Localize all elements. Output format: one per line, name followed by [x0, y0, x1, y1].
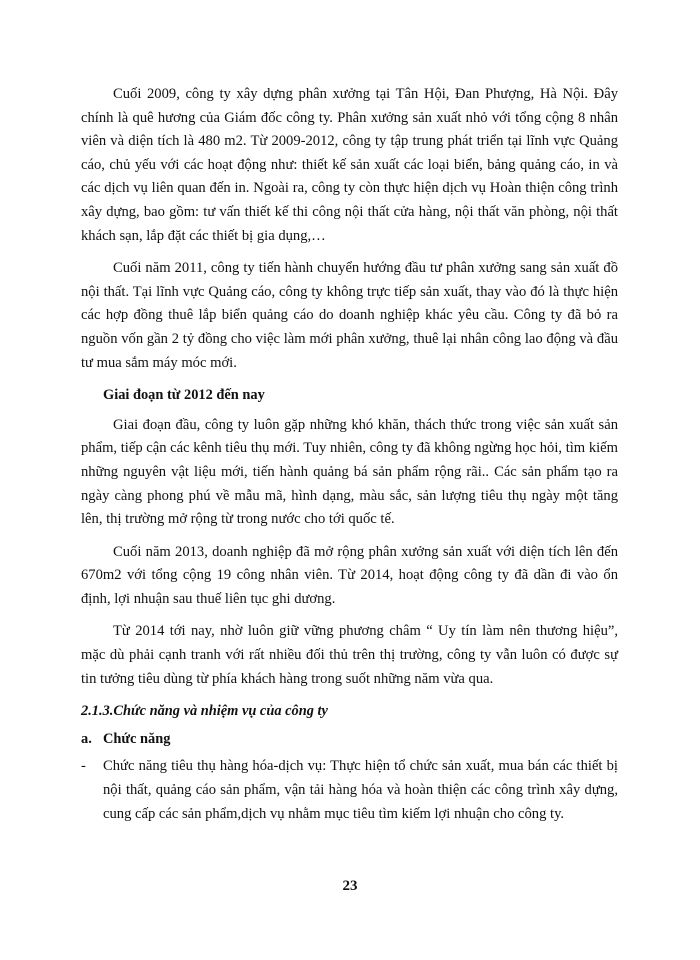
bullet-marker: - [81, 758, 86, 775]
period-heading: Giai đoạn từ 2012 đến nay [103, 387, 265, 404]
section-heading: 2.1.3.Chức năng và nhiệm vụ của công ty [81, 703, 328, 720]
subheading [81, 728, 618, 752]
paragraph-early-stage: Giai đoạn đầu, công ty luôn gặp những khó khăn, thách thức trong việc sản xuất sản phẩm, tiếp cận các kênh tiêu thụ mới. Tuy nhiên, công ty đã không ngừng học hỏi, tìm kiếm những nguyên vật liệu mới, tiến hành quảng bá sản phẩm rộng rãi.. Các sản phẩm tạo ra ngày càng phong phú về mẫu mã, hình dạng, màu sắc, sản lượng tiêu thụ ngày một tăng lên, thị trường mở rộng từ trong nước cho tới quốc tế. [81, 416, 618, 528]
paragraph-2009: Cuối 2009, công ty xây dựng phân xưởng tại Tân Hội, Đan Phượng, Hà Nội. Đây chính là quê hương của Giám đốc công ty. Phân xưởng sản xuất nhỏ với tổng cộng 8 nhân viên và diện tích là 480 m2. Từ 2009-2012, công ty tập trung phát triển tại lĩnh vực Quảng cáo, chủ yếu với các hoạt động như: thiết kế sản xuất các loại biển, bảng quảng cáo, in và các dịch vụ liên quan đến in. Ngoài ra, công ty còn thực hiện dịch vụ Hoàn thiện công trình xây dựng, bao gồm: tư vấn thiết kế thi công nội thất cửa hàng, nội thất văn phòng, nội thất khách sạn, lắp đặt các thiết bị gia dụng,… [81, 86, 618, 244]
page-number: 23 [342, 878, 358, 894]
bullet-item [81, 755, 618, 826]
paragraph-2013: Cuối năm 2013, doanh nghiệp đã mở rộng phân xưởng sản xuất với diện tích lên đến 670m2 với tổng cộng 19 công nhân viên. Từ 2014, hoạt động công ty đã dần đi vào ổn định, lợi nhuận sau thuế liên tục ghi dương. [81, 543, 618, 607]
paragraph-2011: Cuối năm 2011, công ty tiến hành chuyển hướng đầu tư phân xưởng sang sản xuất đồ nội thất. Tại lĩnh vực Quảng cáo, công ty không trực tiếp sản xuất, thay vào đó là thực hiện các hợp đồng thuê lắp biển quảng cáo do doanh nghiệp khác yêu cầu. Công ty đã bỏ ra nguồn vốn gần 2 tỷ đồng cho việc làm mới phân xưởng, thuê lại nhân công lao động và đầu tư mua sắm máy móc mới. [81, 260, 618, 371]
bullet-text: Chức năng tiêu thụ hàng hóa-dịch vụ: Thực hiện tổ chức sản xuất, mua bán các thiết bị nội thất, quảng cáo sản phẩm, vận tải hàng hóa và hoàn thiện các công trình xây dựng, cung cấp các sản phẩm,dịch vụ nhằm mục tiêu tìm kiếm lợi nhuận cho công ty. [103, 758, 618, 822]
paragraph-2014: Từ 2014 tới nay, nhờ luôn giữ vững phương châm “ Uy tín làm nên thương hiệu”, mặc dù phải cạnh tranh với rất nhiều đối thủ trên thị trường, công ty vẫn luôn có được sự tin tưởng tiêu dùng từ phía khách hàng trong suốt những năm vừa qua. [81, 623, 618, 687]
subheading-text: Chức năng [103, 730, 171, 747]
subheading-label: a. [81, 730, 92, 747]
document-body [81, 83, 618, 826]
